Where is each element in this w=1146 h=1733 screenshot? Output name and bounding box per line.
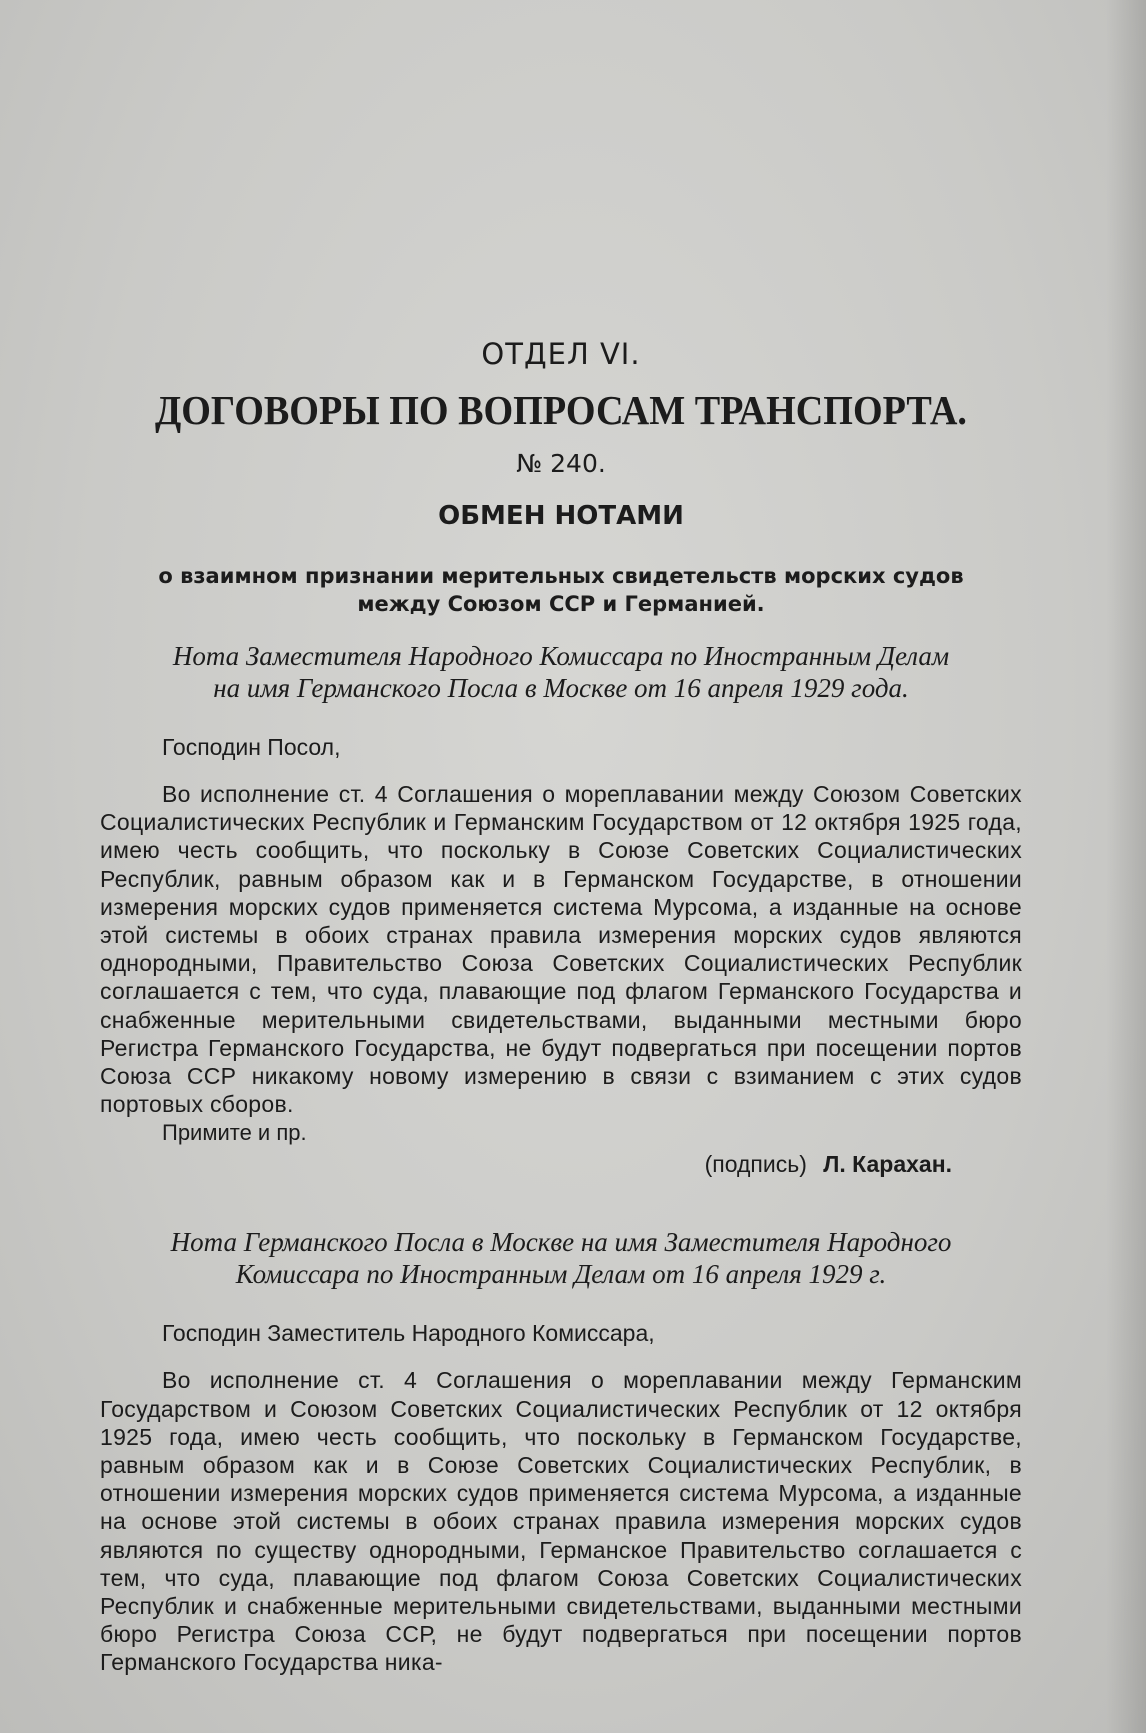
- note1-closing: Примите и пр.: [162, 1120, 307, 1146]
- note1-signature: [100, 1148, 952, 1180]
- note2-title-line-2: Комиссара по Иностранным Делам от 16 апреля 1929 г.: [235, 1259, 887, 1290]
- section-heading: ДОГОВОРЫ ПО ВОПРОСАМ ТРАНСПОРТА.: [155, 387, 967, 433]
- subject-line-2: между Союзом ССР и Германией.: [357, 592, 765, 616]
- note1-title-line-2: на имя Германского Посла в Москве от 16 апреля 1929 года.: [213, 673, 909, 703]
- note2-title-line-1: Нота Германского Посла в Москве на имя Заместителя Народного: [170, 1227, 952, 1258]
- note1-title: [100, 640, 1022, 704]
- note2-title: [100, 1226, 1022, 1290]
- document-subject: [100, 562, 1022, 618]
- page-content: [100, 334, 1022, 1677]
- document-number: № 240.: [516, 449, 606, 478]
- document-subheading: ОБМЕН НОТАМИ: [438, 501, 684, 531]
- note2-salutation: Господин Заместитель Народного Комиссара,: [162, 1320, 655, 1347]
- subject-line-1: о взаимном признании мерительных свидетельств морских судов: [158, 564, 964, 588]
- note1-salutation: Господин Посол,: [162, 734, 341, 760]
- note1-title-line-1: Нота Заместителя Народного Комиссара по Иностранным Делам: [172, 641, 950, 671]
- note2-body: Во исполнение ст. 4 Соглашения о мореплавании между Германским Государством и Союзом Советских Социалистических Республик от 12 октября 1925 года, имею честь сообщить, что поскольку в Германском Государстве, равным образом как и в Союзе Советских Социалистических Республик, в отношении измерения морских судов применяется система Мурсома, а изданные на основе этой системы в обоих странах правила измерения морских судов являются по существу однородными, Германское Правительство соглашается с тем, что суда, плавающие под флагом Союза Советских Социалистических Республик и снабженные мерительными свидетельствами, выданными местными бюро Регистра Союза ССР, не будут подвергаться при посещении портов Германского Государства ника-: [100, 1367, 1022, 1676]
- note1-body: Во исполнение ст. 4 Соглашения о мореплавании между Союзом Советских Социалистических Республик и Германским Государством от 12 октября 1925 года, имею честь сообщить, что поскольку в Союзе Советских Социалистических Республик, равным образом как и в Германском Государстве, в отношении измерения морских судов применяется система Мурсома, а изданные на основе этой системы в обоих странах правила измерения морских судов являются однородными, Правительство Союза Советских Социалистических Республик соглашается с тем, что суда, плавающие под флагом Германского Государства и снабженные мерительными свидетельствами, выданными местными бюро Регистра Германского Государства, не будут подвергаться при посещении портов Союза ССР никакому новому измерению в связи с взиманием с этих судов портовых сборов.: [100, 781, 1022, 1118]
- signature-label: (подпись): [704, 1151, 807, 1178]
- page-edge-shadow: [1106, 0, 1146, 1733]
- signature-name: Л. Карахан.: [823, 1151, 952, 1178]
- section-label: ОТДЕЛ VI.: [481, 337, 641, 371]
